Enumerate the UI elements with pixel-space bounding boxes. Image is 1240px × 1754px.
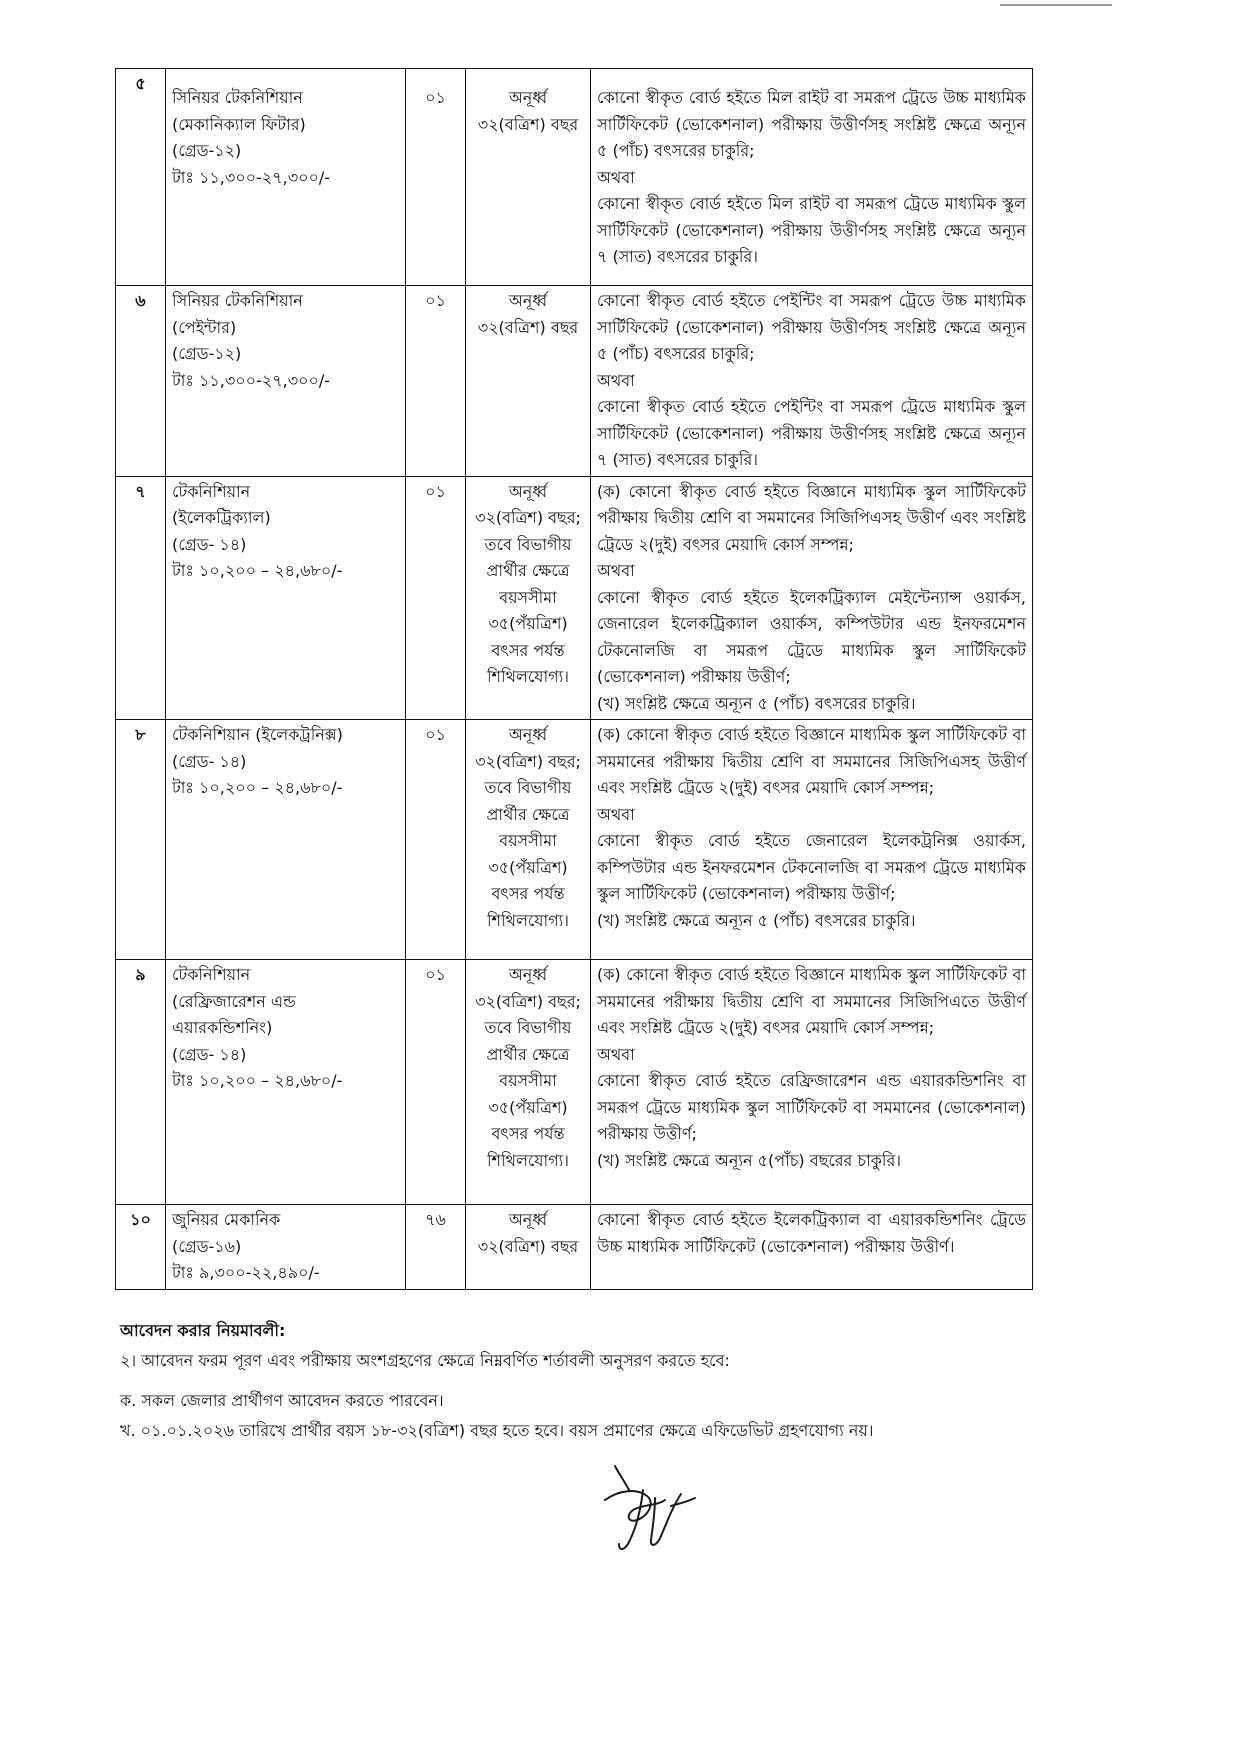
age-line: অনূর্ধ্ব <box>508 481 548 501</box>
age-line: ৩২(বত্রিশ) বছর; <box>475 991 581 1011</box>
age-line: ৩২(বত্রিশ) বছর <box>477 114 579 134</box>
post-count: ০১ <box>425 965 446 984</box>
post-title: সিনিয়র টেকনিশিয়ান <box>172 291 303 310</box>
qualification-paragraph: (খ) সংশ্লিষ্ট ক্ষেত্রে অন্যূন ৫(পাঁচ) বছরের চাকুরি। <box>597 1150 902 1170</box>
post-salary: টাঃ ১০,২০০ – ২৪,৬৮০/- <box>172 778 343 797</box>
post-cell <box>166 286 406 477</box>
serial-number: ১০ <box>130 1210 151 1229</box>
rules-item: খ. ০১.০১.২০২৬ তারিখে প্রার্থীর বয়স ১৮-৩২(বত্রিশ) বছর হতে হবে। বয়স প্রমাণের ক্ষেত্রে এফিডেভিট গ্রহণযোগ্য নয়। <box>120 1420 874 1440</box>
age-line: অনূর্ধ্ব <box>508 725 548 744</box>
post-subtitle: (রেফ্রিজারেশন এন্ড <box>172 991 296 1011</box>
serial-number: ৮ <box>135 725 146 744</box>
qualification-paragraph: কোনো স্বীকৃত বোর্ড হইতে মিল রাইট বা সমরূপ ট্রেডে মাধ্যমিক স্কুল সার্টিফিকেট (ভোকেশনাল) পরীক্ষায় উত্তীর্ণসহ সংশ্লিষ্ট ক্ষেত্রে অন্যূন ৭ (সাত) বৎসরের চাকুরি। <box>597 194 1026 266</box>
serial-cell <box>116 720 166 960</box>
post-cell <box>166 960 406 1205</box>
age-cell <box>466 286 591 477</box>
qualification-paragraph: (ক) কোনো স্বীকৃত বোর্ড হইতে বিজ্ঞানে মাধ্যমিক স্কুল সার্টিফিকেট পরীক্ষায় দ্বিতীয় শ্রেণি বা সমমানের সিজিপিএসহ উত্তীর্ণ এবং সংশ্লিষ্ট ট্রেডে ২(দুই) বৎসর মেয়াদি কোর্স সম্পন্ন; <box>597 481 1026 554</box>
post-title: টেকনিশিয়ান <box>172 965 251 984</box>
qualification-paragraph: (খ) সংশ্লিষ্ট ক্ষেত্রে অন্যূন ৫ (পাঁচ) বৎসরের চাকুরি। <box>597 910 916 930</box>
qualification-cell <box>591 476 1033 720</box>
post-count: ০১ <box>425 481 446 501</box>
post-grade: (গ্রেড-১২) <box>172 141 242 160</box>
rules-intro: ২। আবেদন ফরম পূরণ এবং পরীক্ষায় অংশগ্রহণের ক্ষেত্রে নিম্নবর্ণিত শর্তাবলী অনুসরণ করতে হবে: <box>120 1350 730 1370</box>
age-line: ৩৫(পঁয়ত্রিশ) <box>488 857 568 877</box>
count-cell <box>406 476 466 720</box>
table-row <box>116 286 1033 477</box>
post-grade: (গ্রেড- ১৪) <box>172 1044 247 1064</box>
table-row <box>116 960 1033 1205</box>
rules-item: ক. সকল জেলার প্রার্থীগণ আবেদন করতে পারবেন। <box>120 1390 444 1410</box>
age-cell <box>466 1205 591 1290</box>
qualification-or: অথবা <box>597 804 635 824</box>
post-subtitle: এয়ারকন্ডিশনিং) <box>172 1018 273 1037</box>
age-cell <box>466 69 591 286</box>
age-line: অনূর্ধ্ব <box>508 291 548 310</box>
age-line: ৩২(বত্রিশ) বছর <box>477 1236 579 1256</box>
age-cell <box>466 720 591 960</box>
post-subtitle: (পেইন্টার) <box>172 317 237 337</box>
age-line: শিথিলযোগ্য। <box>486 667 570 686</box>
header-rule <box>1000 4 1112 6</box>
age-line: ৩২(বত্রিশ) বছর; <box>475 508 581 527</box>
post-subtitle: (মেকানিক্যাল ফিটার) <box>172 114 306 134</box>
age-line: ৩৫(পঁয়ত্রিশ) <box>488 614 568 633</box>
post-title: টেকনিশিয়ান (ইলেকট্রনিক্স) <box>172 725 343 744</box>
age-line: বৎসর পর্যন্ত <box>491 1124 565 1143</box>
serial-number: ৬ <box>135 291 146 310</box>
age-line: প্রার্থীর ক্ষেত্রে <box>486 1044 570 1064</box>
age-line: ৩২(বত্রিশ) বছর <box>477 317 579 337</box>
qualification-cell <box>591 720 1033 960</box>
rules-heading: আবেদন করার নিয়মাবলী: <box>120 1320 286 1340</box>
post-salary: টাঃ ১০,২০০ – ২৪,৬৮০/- <box>172 561 343 580</box>
post-title: সিনিয়র টেকনিশিয়ান <box>172 88 303 107</box>
posts-table <box>115 68 1033 1290</box>
qualification-paragraph: কোনো স্বীকৃত বোর্ড হইতে মিল রাইট বা সমরূপ ট্রেডে উচ্চ মাধ্যমিক সার্টিফিকেট (ভোকেশনাল) পরীক্ষায় উত্তীর্ণসহ সংশ্লিষ্ট ক্ষেত্রে অন্যূন ৫ (পাঁচ) বৎসরের চাকুরি; <box>597 88 1026 160</box>
qualification-cell <box>591 1205 1033 1290</box>
qualification-paragraph: (খ) সংশ্লিষ্ট ক্ষেত্রে অন্যূন ৫ (পাঁচ) বৎসরের চাকুরি। <box>597 693 916 713</box>
qualification-paragraph: কোনো স্বীকৃত বোর্ড হইতে জেনারেল ইলেকট্রনিক্স ওয়ার্কস, কম্পিউটার এন্ড ইনফরমেশন টেকনোলজি বা সমরূপ ট্রেডে মাধ্যমিক স্কুল সার্টিফিকেট (ভোকেশনাল) পরীক্ষায় উত্তীর্ণ; <box>597 831 1026 903</box>
post-title: টেকনিশিয়ান <box>172 481 251 501</box>
table-row <box>116 1205 1033 1290</box>
post-salary: টাঃ ১০,২০০ – ২৪,৬৮০/- <box>172 1071 343 1090</box>
qualification-paragraph: (ক) কোনো স্বীকৃত বোর্ড হইতে বিজ্ঞানে মাধ্যমিক স্কুল সার্টিফিকেট বা সমমানের পরীক্ষায় দ্বিতীয় শ্রেণি বা সমমানের সিজিপিএতে উত্তীর্ণ এবং সংশ্লিষ্ট ট্রেডে ২(দুই) বৎসর মেয়াদি কোর্স সম্পন্ন; <box>597 965 1026 1037</box>
qualification-cell <box>591 69 1033 286</box>
age-line: বয়সসীমা <box>499 587 557 607</box>
age-line: ৩২(বত্রিশ) বছর; <box>475 751 581 771</box>
age-line: বৎসর পর্যন্ত <box>491 640 565 660</box>
qualification-paragraph: কোনো স্বীকৃত বোর্ড হইতে ইলেকট্রিক্যাল বা এয়ারকন্ডিশনিং ট্রেডে উচ্চ মাধ্যমিক সার্টিফিকেট (ভোকেশনাল) পরীক্ষায় উত্তীর্ণ। <box>597 1210 1026 1256</box>
age-line: তবে বিভাগীয় <box>484 1018 572 1037</box>
post-subtitle: (ইলেকট্রিক্যাল) <box>172 508 271 527</box>
qualification-paragraph: কোনো স্বীকৃত বোর্ড হইতে পেইন্টিং বা সমরূপ ট্রেডে মাধ্যমিক স্কুল সার্টিফিকেট (ভোকেশনাল) পরীক্ষায় উত্তীর্ণসহ সংশ্লিষ্ট ক্ষেত্রে অন্যূন ৭ (সাত) বৎসরের চাকুরি। <box>597 397 1026 469</box>
post-cell <box>166 1205 406 1290</box>
qualification-paragraph: কোনো স্বীকৃত বোর্ড হইতে পেইন্টিং বা সমরূপ ট্রেডে উচ্চ মাধ্যমিক সার্টিফিকেট (ভোকেশনাল) পরীক্ষায় উত্তীর্ণসহ সংশ্লিষ্ট ক্ষেত্রে অন্যূন ৫ (পাঁচ) বৎসরের চাকুরি; <box>597 291 1026 363</box>
post-grade: (গ্রেড- ১৪) <box>172 751 247 771</box>
age-line: অনূর্ধ্ব <box>508 88 548 107</box>
age-line: প্রার্থীর ক্ষেত্রে <box>486 561 570 580</box>
count-cell <box>406 1205 466 1290</box>
table-row <box>116 720 1033 960</box>
age-line: বয়সসীমা <box>499 1071 557 1090</box>
post-count: ৭৬ <box>425 1210 446 1229</box>
serial-cell <box>116 960 166 1205</box>
age-cell <box>466 960 591 1205</box>
post-salary: টাঃ ৯,৩০০-২২,৪৯০/- <box>172 1263 320 1282</box>
application-rules <box>120 1316 1120 1446</box>
post-cell <box>166 476 406 720</box>
qualification-or: অথবা <box>597 370 635 390</box>
age-line: তবে বিভাগীয় <box>484 534 572 554</box>
serial-number: ৫ <box>135 74 146 93</box>
serial-cell <box>116 1205 166 1290</box>
count-cell <box>406 720 466 960</box>
serial-cell <box>116 476 166 720</box>
qualification-paragraph: (ক) কোনো স্বীকৃত বোর্ড হইতে বিজ্ঞানে মাধ্যমিক স্কুল সার্টিফিকেট বা সমমানের পরীক্ষায় দ্বিতীয় শ্রেণি বা সমমানের সিজিপিএসহ উত্তীর্ণ এবং সংশ্লিষ্ট ট্রেডে ২(দুই) বৎসর মেয়াদি কোর্স সম্পন্ন; <box>597 725 1026 797</box>
age-line: শিথিলযোগ্য। <box>486 1150 570 1170</box>
post-salary: টাঃ ১১,৩০০-২৭,৩০০/- <box>172 167 331 187</box>
qualification-cell <box>591 286 1033 477</box>
age-line: অনূর্ধ্ব <box>508 965 548 984</box>
post-title: জুনিয়র মেকানিক <box>172 1210 281 1229</box>
serial-number: ৭ <box>135 481 146 501</box>
age-cell <box>466 476 591 720</box>
signature <box>585 1460 715 1560</box>
post-count: ০১ <box>425 725 446 744</box>
count-cell <box>406 286 466 477</box>
age-line: শিথিলযোগ্য। <box>486 910 570 930</box>
qualification-or: অথবা <box>597 1044 635 1064</box>
post-cell <box>166 69 406 286</box>
post-salary: টাঃ ১১,৩০০-২৭,৩০০/- <box>172 370 331 390</box>
post-cell <box>166 720 406 960</box>
age-line: তবে বিভাগীয় <box>484 778 572 797</box>
qualification-paragraph: কোনো স্বীকৃত বোর্ড হইতে রেফ্রিজারেশন এন্ড এয়ারকন্ডিশনিং বা সমরূপ ট্রেডে মাধ্যমিক স্কুল সার্টিফিকেট বা সমমানের (ভোকেশনাল) পরীক্ষায় উত্তীর্ণ; <box>597 1071 1026 1143</box>
post-grade: (গ্রেড-১২) <box>172 344 242 363</box>
table-row <box>116 69 1033 286</box>
age-line: বৎসর পর্যন্ত <box>491 884 565 903</box>
qualification-or: অথবা <box>597 167 635 187</box>
qualification-cell <box>591 960 1033 1205</box>
serial-cell <box>116 286 166 477</box>
age-line: বয়সসীমা <box>499 831 557 850</box>
count-cell <box>406 960 466 1205</box>
age-line: ৩৫(পঁয়ত্রিশ) <box>488 1097 568 1117</box>
post-count: ০১ <box>425 291 446 310</box>
qualification-or: অথবা <box>597 561 635 580</box>
serial-number: ৯ <box>135 965 146 984</box>
post-count: ০১ <box>425 88 446 107</box>
age-line: প্রার্থীর ক্ষেত্রে <box>486 804 570 824</box>
age-line: অনূর্ধ্ব <box>508 1210 548 1229</box>
count-cell <box>406 69 466 286</box>
table-row <box>116 476 1033 720</box>
post-grade: (গ্রেড- ১৪) <box>172 534 247 554</box>
serial-cell <box>116 69 166 286</box>
post-grade: (গ্রেড-১৬) <box>172 1236 242 1256</box>
qualification-paragraph: কোনো স্বীকৃত বোর্ড হইতে ইলেকট্রিক্যাল মেইন্টেন্যান্স ওয়ার্কস, জেনারেল ইলেকট্রিক্যাল ওয়ার্কস, কম্পিউটার এন্ড ইনফরমেশন টেকনোলজি বা সমরূপ ট্রেডে মাধ্যমিক স্কুল সার্টিফিকেট (ভোকেশনাল) পরীক্ষায় উত্তীর্ণ; <box>597 587 1026 686</box>
